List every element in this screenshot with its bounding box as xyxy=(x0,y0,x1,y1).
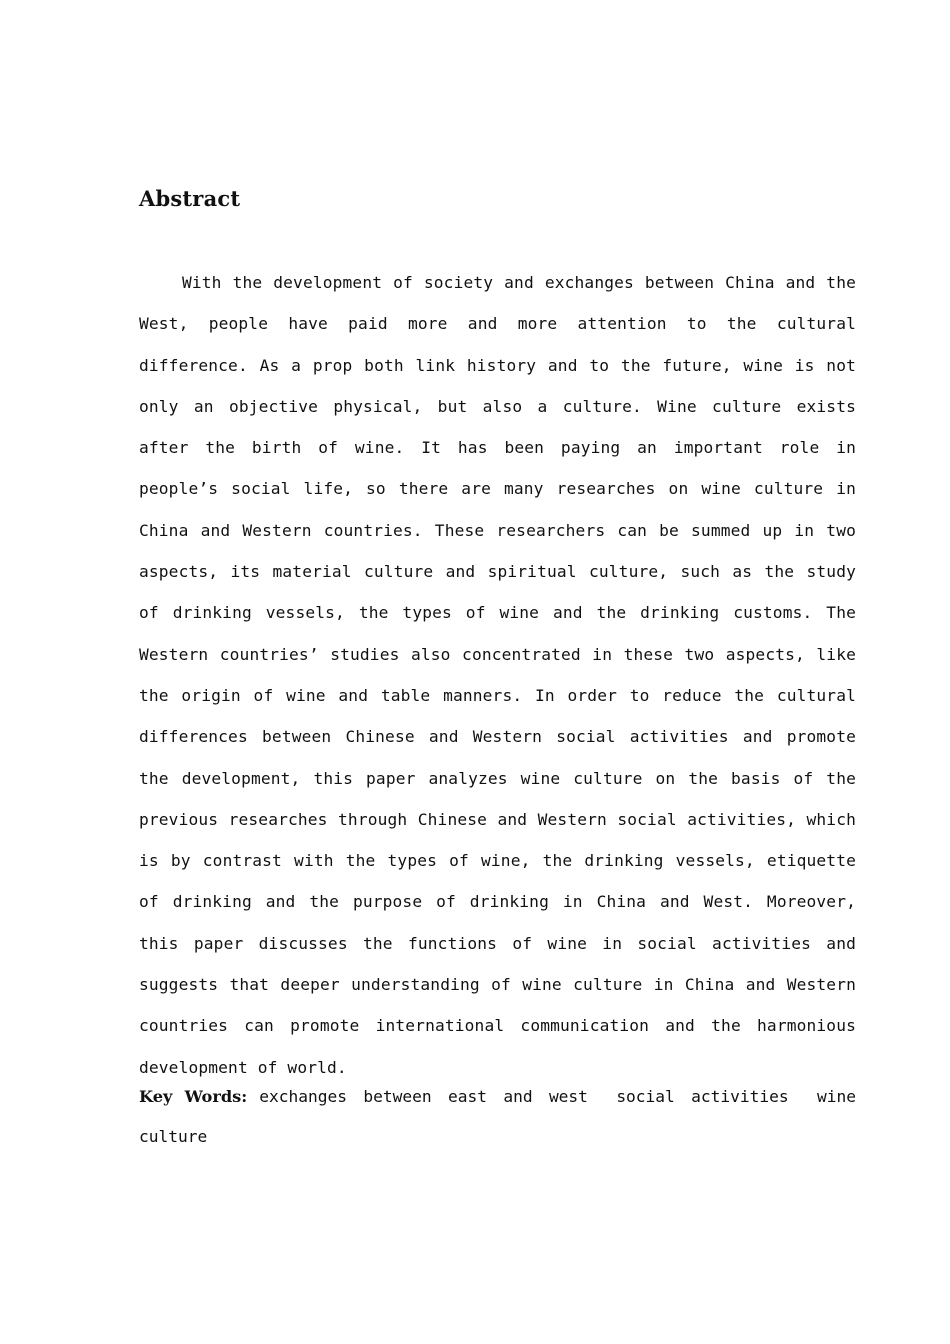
keywords-line xyxy=(139,1077,856,1157)
keywords-label: Key Words: xyxy=(139,1087,248,1106)
keyword-item: exchanges between east and west xyxy=(259,1087,588,1106)
abstract-title: Abstract xyxy=(139,186,241,211)
keyword-item: social activities xyxy=(616,1087,789,1106)
abstract-body: With the development of society and exchanges between China and the West, people have paid more and more attention to the cultural difference. As a prop both link history and to the future, wine is not only an objective physical, but also a culture. Wine culture exists after the birth of wine. It has been paying an important role in people’s social life, so there are many researches on wine culture in China and Western countries. These researchers can be summed up in two aspects, its material culture and spiritual culture, such as the study of drinking vessels, the types of wine and the drinking customs. The Western countries’ studies also concentrated in these two aspects, like the origin of wine and table manners. In order to reduce the cultural differences between Chinese and Western social activities and promote the development, this paper analyzes wine culture on the basis of the previous researches through Chinese and Western social activities, which is by contrast with the types of wine, the drinking vessels, etiquette of drinking and the purpose of drinking in China and West. Moreover, this paper discusses the functions of wine in social activities and suggests that deeper understanding of wine culture in China and Western countries can promote international communication and the harmonious development of world. xyxy=(139,273,856,1077)
keyword-item: wine culture xyxy=(139,1087,856,1146)
